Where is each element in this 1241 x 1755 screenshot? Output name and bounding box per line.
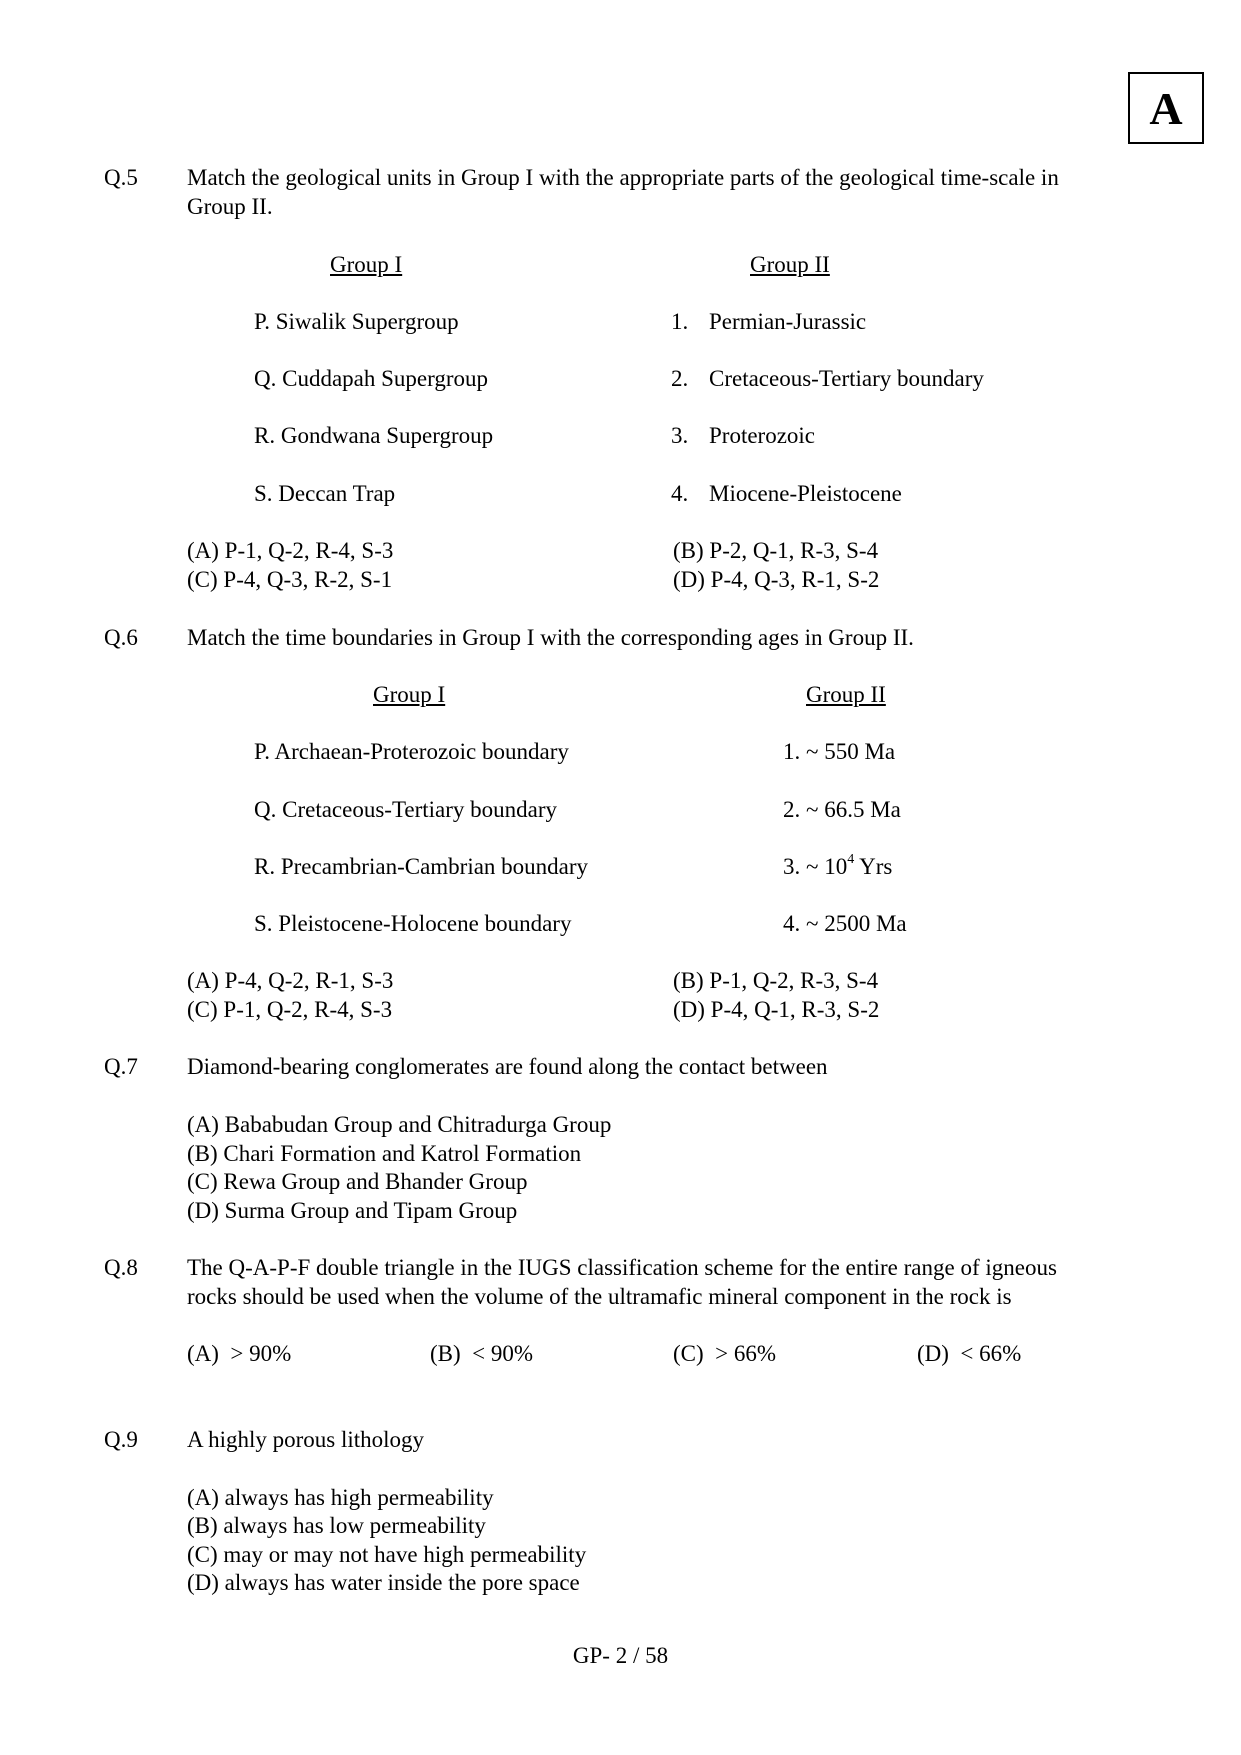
q5-group2-header: Group II [750, 252, 830, 277]
q7-number: Q.7 [104, 1054, 138, 1079]
q6-group2-item: 4. ~ 2500 Ma [783, 911, 907, 936]
q5-group2-num: 2. [671, 366, 689, 391]
q6-option-a: (A) P-4, Q-2, R-1, S-3 [187, 968, 394, 993]
q7-option-b: (B) Chari Formation and Katrol Formation [187, 1141, 582, 1166]
q5-number: Q.5 [104, 165, 138, 190]
q6-group1-item: P. Archaean-Proterozoic boundary [254, 739, 569, 764]
set-code-box [1128, 72, 1204, 144]
q8-option-a: (A) > 90% [187, 1341, 292, 1366]
q6-option-c: (C) P-1, Q-2, R-4, S-3 [187, 997, 393, 1022]
q6-group1-item: Q. Cretaceous-Tertiary boundary [254, 797, 558, 822]
q7-stem: Diamond-bearing conglomerates are found along the contact between [187, 1054, 828, 1079]
q6-option-b: (B) P-1, Q-2, R-3, S-4 [673, 968, 879, 993]
q5-group2-text: Miocene-Pleistocene [709, 481, 902, 506]
q5-group1-header: Group I [330, 252, 403, 277]
q7-option-c: (C) Rewa Group and Bhander Group [187, 1169, 528, 1194]
q6-stem: Match the time boundaries in Group I with the corresponding ages in Group II. [187, 625, 914, 650]
q5-option-a: (A) P-1, Q-2, R-4, S-3 [187, 538, 394, 563]
q5-group2-text: Proterozoic [709, 423, 816, 448]
q6-group2-header: Group II [806, 682, 886, 707]
q5-group1-item: R. Gondwana Supergroup [254, 423, 494, 448]
q5-group2-num: 1. [671, 309, 689, 334]
q5-group1-item: S. Deccan Trap [254, 481, 396, 506]
q6-group1-item: S. Pleistocene-Holocene boundary [254, 911, 572, 936]
q9-option-a: (A) always has high permeability [187, 1485, 494, 1510]
q6-number: Q.6 [104, 625, 138, 650]
q9-stem: A highly porous lithology [187, 1427, 425, 1452]
q5-option-b: (B) P-2, Q-1, R-3, S-4 [673, 538, 879, 563]
q8-option-b: (B) < 90% [430, 1341, 534, 1366]
q6-exponent: 4 [847, 852, 855, 868]
q8-stem-line-2: rocks should be used when the volume of the ultramafic mineral component in the rock is [187, 1284, 1012, 1309]
q5-group2-num: 3. [671, 423, 689, 448]
q8-number: Q.8 [104, 1255, 138, 1280]
q5-option-c: (C) P-4, Q-3, R-2, S-1 [187, 567, 393, 592]
q9-option-c: (C) may or may not have high permeability [187, 1542, 587, 1567]
q8-option-c: (C) > 66% [673, 1341, 777, 1366]
q5-group2-num: 4. [671, 481, 689, 506]
q7-option-d: (D) Surma Group and Tipam Group [187, 1198, 518, 1223]
q9-option-b: (B) always has low permeability [187, 1513, 486, 1538]
q5-group1-item: P. Siwalik Supergroup [254, 309, 459, 334]
q6-group1-item: R. Precambrian-Cambrian boundary [254, 854, 589, 879]
q6-group1-header: Group I [373, 682, 446, 707]
page-footer: GP- 2 / 58 [572, 1643, 669, 1668]
set-code: A [1149, 82, 1183, 134]
q6-group2-item: 1. ~ 550 Ma [783, 739, 896, 764]
q6-group2-item: 3. ~ $10^4$ Yrs [783, 852, 893, 879]
q8-stem-line-1: The Q-A-P-F double triangle in the IUGS classification scheme for the entire range of igneous [187, 1255, 1057, 1280]
q9-number: Q.9 [104, 1427, 138, 1452]
q5-stem-line-2: Group II. [187, 194, 273, 219]
q6-group2-item: 2. ~ 66.5 Ma [783, 797, 901, 822]
q5-stem-line-1: Match the geological units in Group I with the appropriate parts of the geological time-scale in [187, 165, 1059, 190]
q7-option-a: (A) Bababudan Group and Chitradurga Group [187, 1112, 612, 1137]
q6-option-d: (D) P-4, Q-1, R-3, S-2 [673, 997, 880, 1022]
q5-group1-item: Q. Cuddapah Supergroup [254, 366, 489, 391]
q9-option-d: (D) always has water inside the pore space [187, 1570, 580, 1595]
q5-option-d: (D) P-4, Q-3, R-1, S-2 [673, 567, 880, 592]
q5-group2-text: Permian-Jurassic [709, 309, 867, 334]
q8-option-d: (D) < 66% [917, 1341, 1022, 1366]
q5-group2-text: Cretaceous-Tertiary boundary [709, 366, 984, 391]
